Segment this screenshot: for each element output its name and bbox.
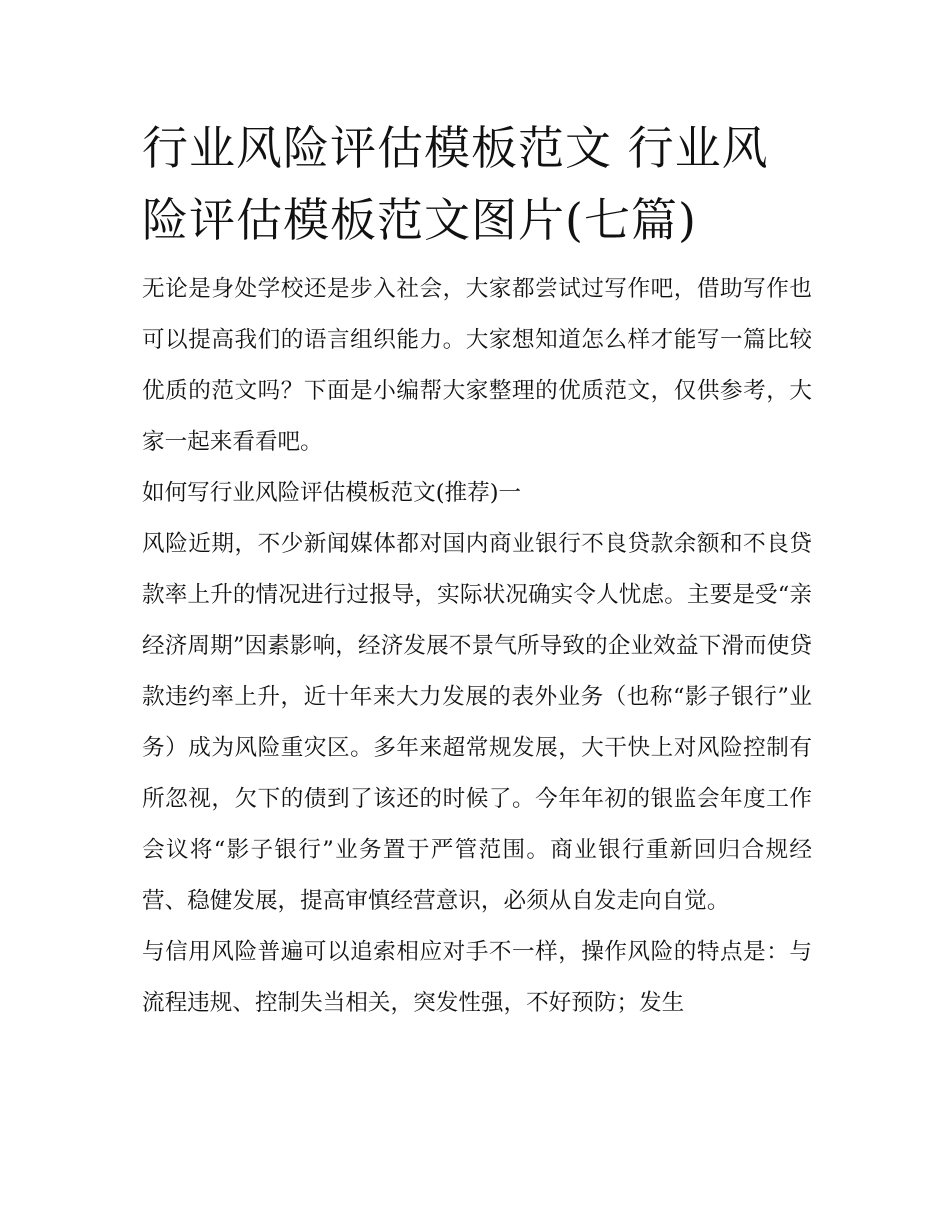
intro-paragraph: 无论是身处学校还是步入社会，大家都尝试过写作吧，借助写作也可以提高我们的语言组织能力。大家想知道怎么样才能写一篇比较优质的范文吗？下面是小编帮大家整理的优质范文，仅供参考，大家一起来看看吧。: [142, 276, 812, 455]
section-heading: 如何写行业风险评估模板范文(推荐)一: [142, 480, 522, 506]
body-paragraph-2: 与信用风险普遍可以追索相应对手不一样，操作风险的特点是：与流程违规、控制失当相关，突发性强，不好预防；发生: [142, 939, 812, 1016]
document-title: 行业风险评估模板范文 行业风险评估模板范文图片(七篇): [142, 121, 769, 247]
body-paragraph-1: 风险近期，不少新闻媒体都对国内商业银行不良贷款余额和不良贷款率上升的情况进行过报导，实际状况确实令人忧虑。主要是受“亲经济周期”因素影响，经济发展不景气所导致的企业效益下滑而使贷款违约率上升，近十年来大力发展的表外业务（也称“影子银行”业务）成为风险重灾区。多年来超常规发展，大干快上对风险控制有所忽视，欠下的债到了该还的时候了。今年年初的银监会年度工作会议将“影子银行”业务置于严管范围。商业银行重新回归合规经营、稳健发展，提高审慎经营意识，必须从自发走向自觉。: [142, 531, 812, 914]
document-page: [142, 112, 812, 1029]
